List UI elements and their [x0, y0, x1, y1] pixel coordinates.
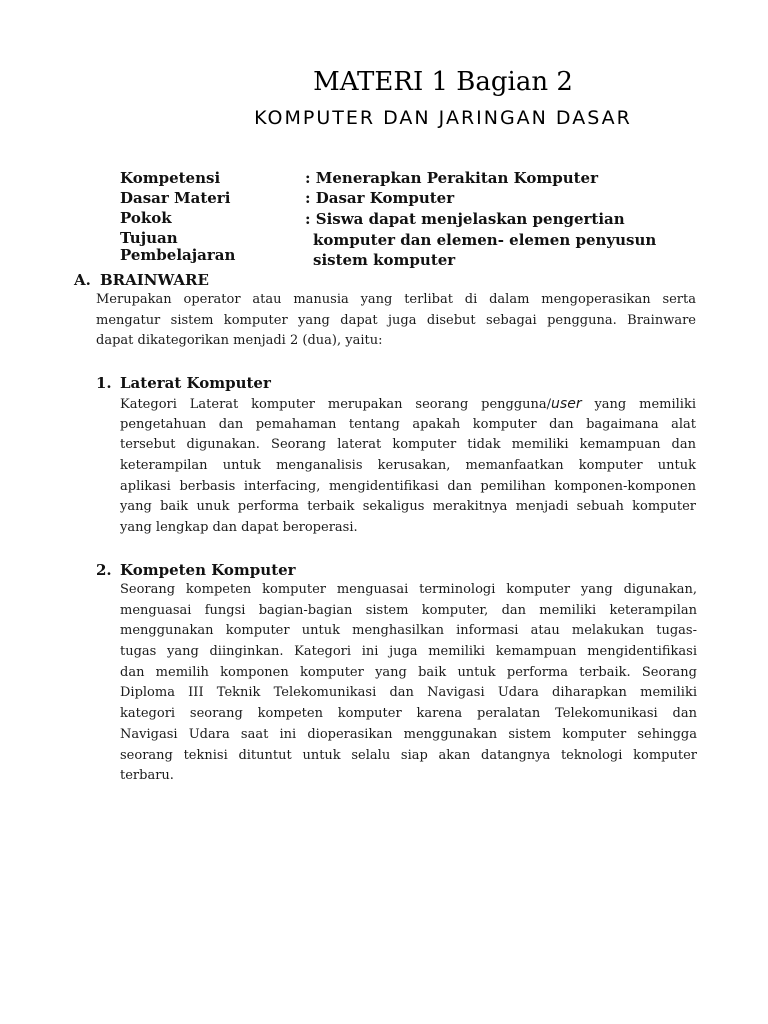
paragraph-line: aplikasi berbasis interfacing, mengidentifikasi dan pemilihan komponen-komponen	[120, 478, 696, 494]
meta-label-pembelajaran: Pembelajaran	[120, 246, 236, 264]
item-2-number: 2.	[96, 561, 112, 579]
paragraph-text: yang memiliki	[581, 397, 696, 412]
item-2-paragraph	[120, 580, 697, 787]
item-1-number: 1.	[96, 374, 112, 392]
section-a-paragraph	[96, 290, 696, 352]
paragraph-line: Navigasi Udara saat ini dioperasikan menggunakan sistem komputer sehingga	[120, 726, 697, 742]
paragraph-line: yang lengkap dan dapat beroperasi.	[120, 520, 358, 536]
meta-label-pokok: Pokok	[120, 209, 172, 227]
meta-label-tujuan: Tujuan	[120, 229, 178, 247]
paragraph-line-first	[120, 394, 696, 416]
section-a-marker: A.	[74, 271, 91, 289]
meta-value-pembelajaran: sistem komputer	[313, 251, 456, 269]
paragraph-line: Seorang kompeten komputer menguasai terminologi komputer yang digunakan,	[120, 582, 697, 597]
meta-value-pokok: : Siswa dapat menjelaskan pengertian	[305, 210, 625, 228]
paragraph-line: keterampilan untuk menganalisis kerusakan, memanfaatkan komputer untuk	[120, 458, 696, 474]
paragraph-line: tersebut digunakan. Seorang laterat komputer tidak memiliki kemampuan dan	[120, 437, 696, 453]
section-a-heading: BRAINWARE	[100, 271, 209, 289]
meta-value-dasar-materi: : Dasar Komputer	[305, 189, 455, 207]
meta-label-kompetensi: Kompetensi	[120, 169, 221, 187]
user-term: user	[551, 396, 582, 412]
paragraph-line: menggunakan komputer untuk menghasilkan informasi atau melakukan tugas-	[120, 623, 697, 639]
item-2-heading: Kompeten Komputer	[120, 561, 296, 579]
meta-value-tujuan: komputer dan elemen- elemen penyusun	[313, 231, 657, 249]
document-subtitle: KOMPUTER DAN JARINGAN DASAR	[254, 107, 632, 129]
document-title: MATERI 1 Bagian 2	[313, 67, 573, 97]
meta-value-kompetensi: : Menerapkan Perakitan Komputer	[305, 169, 598, 187]
meta-label-dasar-materi: Dasar Materi	[120, 189, 231, 207]
paragraph-line: yang baik unuk performa terbaik sekaligus merakitnya menjadi sebuah komputer	[120, 499, 696, 515]
item-1-paragraph	[120, 394, 696, 539]
paragraph-text: Kategori Laterat komputer merupakan seorang pengguna/	[120, 397, 552, 412]
paragraph-line: seorang teknisi dituntut untuk selalu siap akan datangnya teknologi komputer	[120, 747, 697, 763]
paragraph-line: dan memilih komponen komputer yang baik untuk performa terbaik. Seorang	[120, 664, 697, 680]
item-1-heading: Laterat Komputer	[120, 374, 271, 392]
paragraph-line: kategori seorang kompeten komputer karena peralatan Telekomunikasi dan	[120, 706, 697, 722]
paragraph-line: tugas yang diinginkan. Kategori ini juga memiliki kemampuan mengidentifikasi	[120, 644, 697, 660]
paragraph-line: terbaru.	[120, 768, 174, 784]
paragraph-line: Diploma III Teknik Telekomunikasi dan Navigasi Udara diharapkan memiliki	[120, 685, 697, 701]
paragraph-line: Merupakan operator atau manusia yang terlibat di dalam mengoperasikan serta	[96, 292, 696, 307]
paragraph-line: pengetahuan dan pemahaman tentang apakah komputer dan bagaimana alat	[120, 416, 696, 432]
paragraph-line: menguasai fungsi bagian-bagian sistem komputer, dan memiliki keterampilan	[120, 602, 697, 618]
paragraph-line: dapat dikategorikan menjadi 2 (dua), yaitu:	[96, 333, 383, 349]
paragraph-line: mengatur sistem komputer yang dapat juga disebut sebagai pengguna. Brainware	[96, 312, 696, 328]
